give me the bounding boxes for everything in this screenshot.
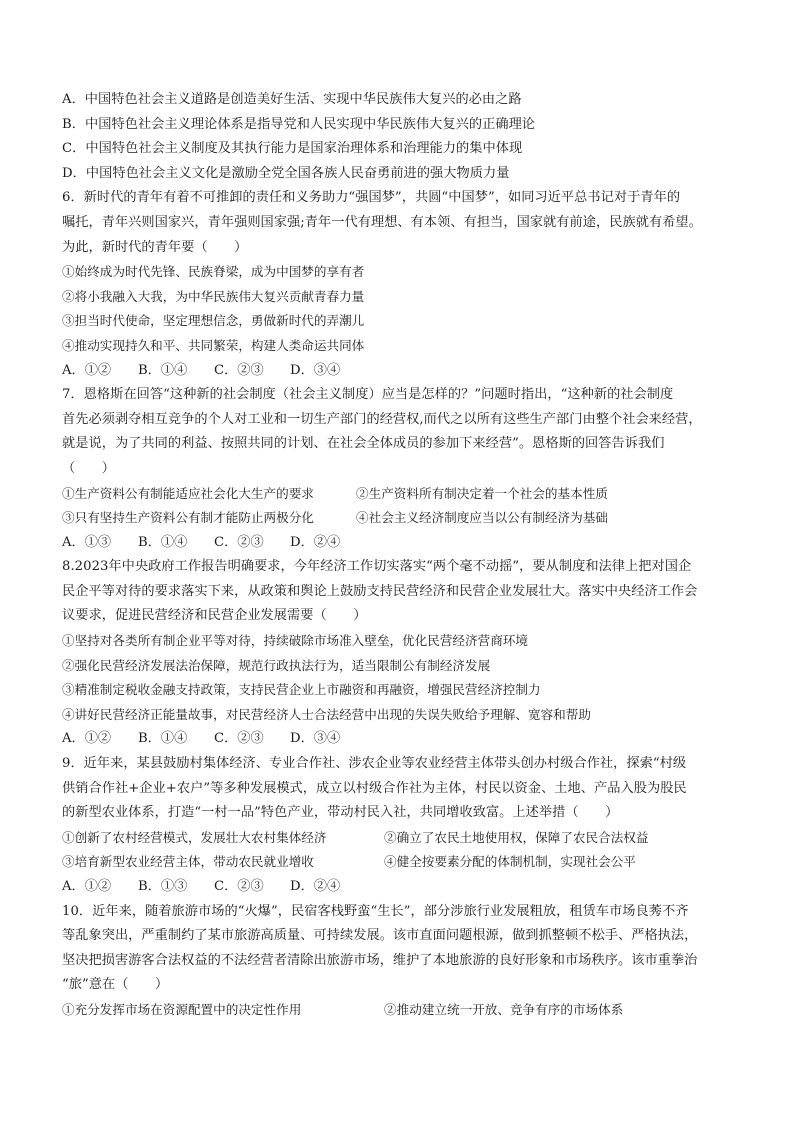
statement-item: ③只有坚持生产资料公有制才能防止两极分化 (62, 510, 314, 526)
question-9 (62, 752, 742, 900)
option-b: B．中国特色社会主义理论体系是指导党和人民实现中华民族伟大复兴的正确理论 (62, 116, 536, 132)
answer-a: A．①② (62, 879, 112, 894)
answer-d: D．③④ (290, 731, 341, 747)
statement-row (62, 826, 742, 851)
statement-item: ③培育新型农业经营主体，带动农民就业增收 (62, 854, 314, 870)
statement-row (62, 998, 742, 1023)
statement-item: ②确立了农民土地使用权，保障了农民合法权益 (384, 829, 649, 845)
answer-b: B．①③ (138, 879, 188, 894)
answer-choices (62, 359, 742, 384)
question-8 (62, 555, 742, 752)
answer-c: C．②③ (214, 731, 264, 747)
statement-row (62, 850, 742, 875)
statement-row (62, 482, 742, 507)
question-stem-line: 坚决把损害游客合法权益的不法经营者清除出旅游市场，维护了本地旅游的良好形象和市场秩序。该市重拳治 (62, 952, 698, 968)
option-c: C．中国特色社会主义制度及其执行能力是国家治理体系和治理能力的集中体现 (62, 141, 523, 157)
statement-item: ①充分发挥市场在资源配置中的决定性作用 (62, 1001, 302, 1017)
question-stem-line: 就是说，为了共同的利益、按照共同的计划、在社会全体成员的参加下来经营”。恩格斯的回答告诉我们 (62, 436, 665, 452)
statement-item: ①生产资料公有制能适应社会化大生产的要求 (62, 485, 314, 501)
statement-item: ②生产资料所有制决定着一个社会的基本性质 (356, 485, 608, 501)
answer-c: C．②③ (214, 879, 264, 894)
answer-choices (62, 531, 742, 556)
question-stem-line: 7．恩格斯在回答“这种新的社会制度（社会主义制度）应当是怎样的？”问题时指出，“这种新的社会制度 (62, 387, 674, 403)
question-stem-line: 6．新时代的青年有着不可推卸的责任和义务助力“强国梦”，共圆“中国梦”，如同习近平总书记对于青年的 (62, 190, 681, 206)
question-10 (62, 900, 742, 1023)
answer-d: D．③④ (290, 362, 341, 378)
statement-item: ①始终成为时代先锋、民族脊梁，成为中国梦的享有者 (62, 264, 365, 280)
answer-b: B．①④ (138, 731, 188, 747)
option-a: A．中国特色社会主义道路是创造美好生活、实现中华民族伟大复兴的必由之路 (62, 92, 522, 107)
statement-item: ③精准制定税收金融支持政策，支持民营企业上市融资和再融资，增强民营经济控制力 (62, 682, 541, 698)
answer-d: D．②④ (290, 534, 341, 550)
statement-item: ①坚持对各类所有制企业平等对待，持续破除市场准入壁垒，优化民营经济营商环境 (62, 633, 528, 649)
answer-c: C．②③ (214, 362, 264, 378)
statement-item: ④讲好民营经济正能量故事，对民营经济人士合法经营中出现的失误失败给予理解、宽容和帮助 (62, 706, 591, 722)
answer-a: A．①③ (62, 534, 112, 550)
answer-choices (62, 875, 742, 900)
question-stem-line: 8.2023年中央政府工作报告明确要求，今年经济工作切实落实“两个毫不动摇”，要从制度和法律上把对国企 (62, 559, 692, 575)
statement-item: ②推动建立统一开放、竞争有序的市场体系 (384, 1001, 624, 1017)
answer-b: B．①④ (138, 534, 188, 550)
statement-row (62, 506, 742, 531)
answer-b: B．①④ (138, 362, 188, 378)
statement-item: ②将小我融入大我，为中华民族伟大复兴贡献青春力量 (62, 288, 365, 304)
question-6 (62, 186, 742, 383)
statement-item: ④社会主义经济制度应当以公有制经济为基础 (356, 510, 608, 526)
question-stem-line: 10．近年来，随着旅游市场的“火爆”，民宿客栈野蛮“生长”，部分涉旅行业发展粗放，租赁车市场良莠不齐 (62, 903, 689, 919)
question-stem-line: 议要求，促进民营经济和民营企业发展需要（ ） (62, 608, 367, 624)
statement-item: ④健全按要素分配的体制机制，实现社会公平 (384, 854, 636, 870)
answer-c: C．②③ (214, 534, 264, 550)
question-stem-line: 嘱托，青年兴则国家兴，青年强则国家强;青年一代有理想、有本领、有担当，国家就有前途，民族就有希望。 (62, 214, 702, 230)
question-stem-line: 等乱象突出，严重制约了某市旅游高质量、可持续发展。该市直面问题根源，做到抓整顿不松手、严格执法， (62, 928, 698, 944)
option-d: D．中国特色社会主义文化是激励全党全国各族人民奋勇前进的强大物质力量 (62, 165, 510, 181)
exam-page (62, 88, 742, 1023)
question-stem-line: 为此，新时代的青年要（ ） (62, 239, 248, 255)
question-stem-line: 供销合作社+企业+农户”等多种发展模式，成立以村级合作社为主体，村民以资金、土地、产品入股为股民 (62, 780, 687, 796)
answer-a: A．①② (62, 362, 112, 378)
answer-a: A．①② (62, 731, 112, 747)
answer-d: D．②④ (290, 879, 341, 894)
question-stem-line: 首先必须剥夺相互竞争的个人对工业和一切生产部门的经营权,而代之以所有这些生产部门由整个社会来经营， (62, 411, 702, 427)
question-7 (62, 383, 742, 555)
statement-item: ④推动实现持久和平、共同繁荣，构建人类命运共同体 (62, 337, 365, 353)
question-5-options (62, 88, 742, 186)
answer-choices (62, 727, 742, 752)
question-stem-line: “旅”意在（ ） (62, 977, 169, 993)
question-stem-line: 的新型农业体系，打造“一村一品”特色产业，带动村民入社，共同增收致富。上述举措（ ） (62, 805, 619, 821)
question-stem-line: 9．近年来，某县鼓励村集体经济、专业合作社、涉农企业等农业经营主体带头创办村级合作社，探索“村级 (62, 756, 687, 772)
statement-item: ①创新了农村经营模式，发展壮大农村集体经济 (62, 829, 327, 845)
question-stem-line: （ ） (62, 460, 115, 476)
statement-item: ③担当时代使命，坚定理想信念，勇做新时代的弄潮儿 (62, 313, 365, 329)
question-stem-line: 民企平等对待的要求落实下来，从政策和舆论上鼓励支持民营经济和民营企业发展壮大。落实中央经济工作会 (62, 583, 698, 599)
statement-item: ②强化民营经济发展法治保障，规范行政执法行为，适当限制公有制经济发展 (62, 657, 491, 673)
